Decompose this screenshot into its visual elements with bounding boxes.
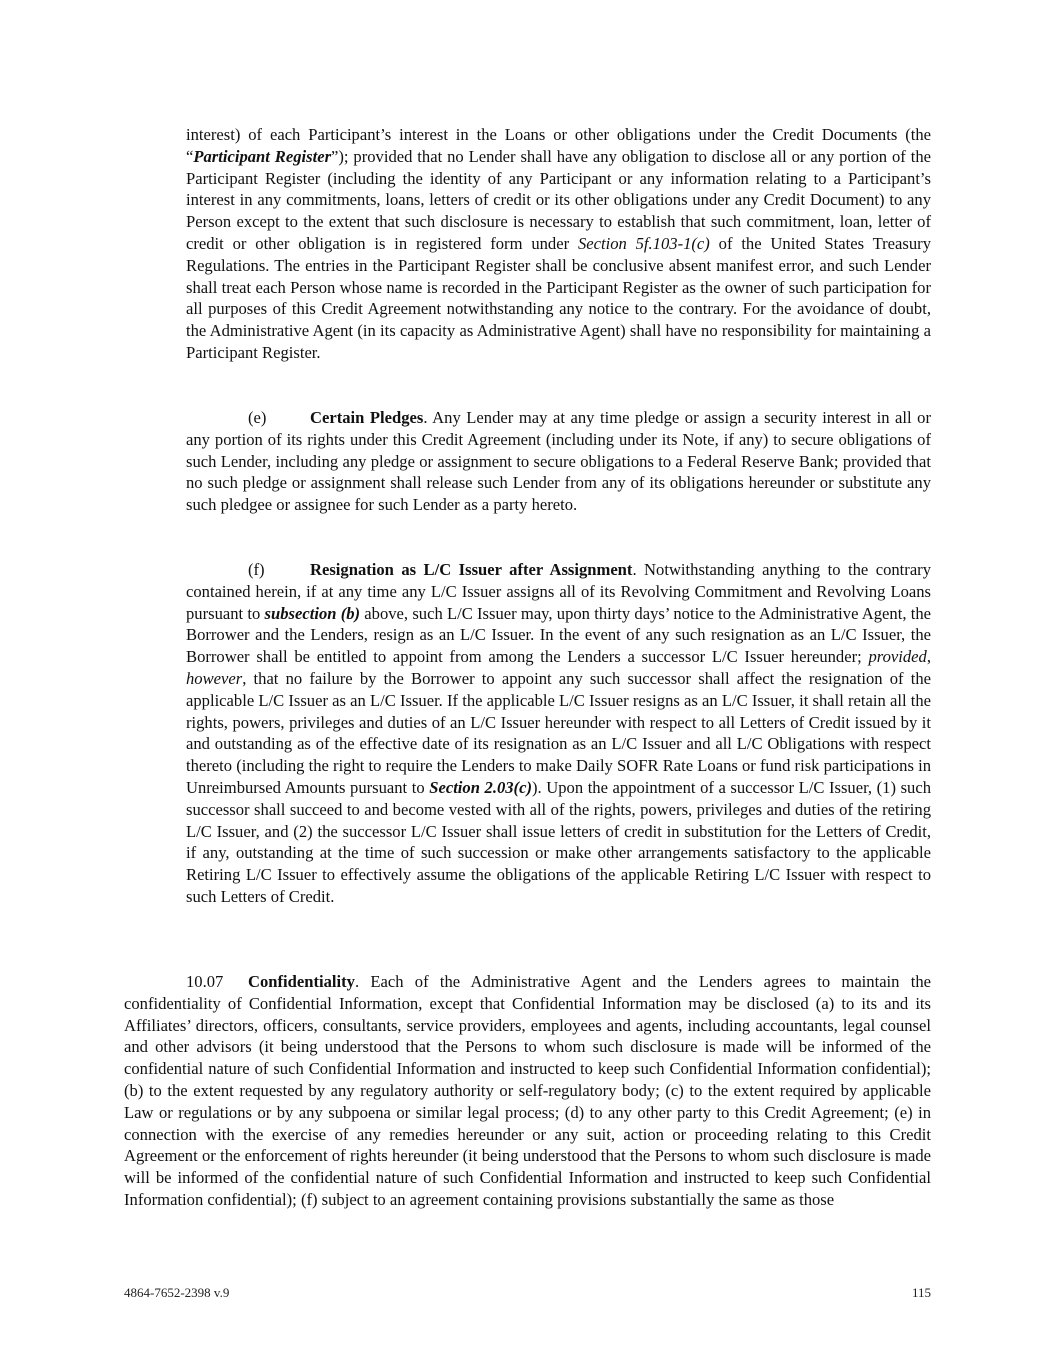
paragraph-confidentiality — [124, 971, 931, 1211]
text-run: . Notwithstanding anything to the contrary contained herein, if at any time any L/C Issuer assigns all of its Revolving Commitment and Revolving Loans pursuant to — [186, 560, 932, 623]
clause-label: (e) — [248, 408, 267, 427]
section-heading: Confidentiality — [248, 972, 355, 991]
clause-label: (f) — [248, 560, 265, 579]
paragraph-certain-pledges — [186, 407, 931, 516]
text-run: , — [926, 647, 931, 667]
section-reference: subsection (b) — [264, 603, 361, 623]
clause-heading: Certain Pledges — [310, 408, 424, 427]
text-run: ). Upon the appointment of a successor L/C Issuer, (1) such successor shall succeed to and become vested with all of the rights, powers, privileges and duties of the retiring L/C Issuer, and (2) the successor L/C Issuer shall issue letters of credit in substitution for the Letters of Credit, if any, outstanding at the time of such succession or make other arrangements satisfactory to the applicable Retiring L/C Issuer to effectively assume the obligations of the applicable Retiring L/C Issuer with respect to such Letters of Credit. — [186, 777, 932, 906]
text-run: ”); provided that no Lender shall have any obligation to disclose all or any portion of the Participant Register (including the identity of any Participant or any information relating to a Participant’s interest in any commitments, loans, letters of credit or its other obligations under any Credit Document) to any Person except to the extent that such disclosure is necessary to establish that such commitment, loan, letter of credit or other obligation is in registered form under — [186, 146, 931, 253]
section-reference: Section 5f.103-1(c) — [577, 233, 710, 253]
text-run: above, such L/C Issuer may, upon thirty days’ notice to the Administrative Agent, the Borrower and the Lenders, resign as an L/C Issuer. In the event of any such resignation as an L/C Issuer, the Borrower shall be entitled to appoint from among the Lenders a successor L/C Issuer hereunder; — [186, 603, 931, 667]
emphasis-however: however — [186, 668, 243, 688]
defined-term: Participant Register — [193, 146, 332, 166]
footer-document-id: 4864-7652-2398 v.9 — [124, 1285, 230, 1300]
text-run: interest) of each Participant’s interest in the Loans or other obligations under the Credit Documents (the “ — [186, 125, 931, 166]
emphasis-provided: provided — [868, 647, 927, 667]
clause-heading: Resignation as L/C Issuer after Assignment — [310, 560, 633, 579]
text-run: of the United States Treasury Regulations. The entries in the Participant Register shall be conclusive absent manifest error, and such Lender shall treat each Person whose name is recorded in the Participant Register as the owner of such participation for all purposes of this Credit Agreement notwithstanding any notice to the contrary. For the avoidance of doubt, the Administrative Agent (in its capacity as Administrative Agent) shall have no responsibility for maintaining a Participant Register. — [186, 233, 931, 362]
clause-body: . Any Lender may at any time pledge or assign a security interest in all or any portion of its rights under this Credit Agreement (including under its Note, if any) to secure obligations of such Lender, including any pledge or assignment to secure obligations to a Federal Reserve Bank; provided that no such pledge or assignment shall release such Lender from any of its obligations hereunder or substitute any such pledgee or assignee for such Lender as a party hereto. — [186, 408, 932, 515]
section-reference: Section 2.03(c) — [429, 777, 532, 797]
paragraph-lc-issuer-resignation — [186, 559, 931, 908]
text-run: , that no failure by the Borrower to appoint any such successor shall affect the resignation of the applicable L/C Issuer as an L/C Issuer. If the applicable L/C Issuer resigns as an L/C Issuer, it shall retain all the rights, powers, privileges and duties of an L/C Issuer hereunder with respect to all Letters of Credit issued by it and outstanding as of the effective date of its resignation as an L/C Issuer and all L/C Obligations with respect thereto (including the right to require the Lenders to make Daily SOFR Rate Loans or fund risk participations in Unreimbursed Amounts pursuant to — [186, 668, 931, 797]
section-number: 10.07 — [186, 972, 224, 991]
section-body: . Each of the Administrative Agent and the Lenders agrees to maintain the confidentiality of Confidential Information, except that Confidential Information may be disclosed (a) to its and its Affiliates’ directors, officers, consultants, service providers, employees and agents, including accountants, legal counsel and other advisors (it being understood that the Persons to whom such disclosure is made will be informed of the confidential nature of such Confidential Information and instructed to keep such Confidential Information confidential); (b) to the extent requested by any regulatory authority or self-regulatory body; (c) to the extent required by applicable Law or regulations or by any subpoena or similar legal process; (d) to any other party to this Credit Agreement; (e) in connection with the exercise of any remedies hereunder or any suit, action or proceeding relating to this Credit Agreement or the enforcement of rights hereunder (it being understood that the Persons to whom such disclosure is made will be informed of the confidential nature of such Confidential Information and instructed to keep such Confidential Information confidential); (f) subject to an agreement containing provisions substantially the same as those — [124, 972, 931, 1209]
footer-page-number: 115 — [911, 1285, 931, 1300]
paragraph-participant-register — [186, 124, 931, 364]
